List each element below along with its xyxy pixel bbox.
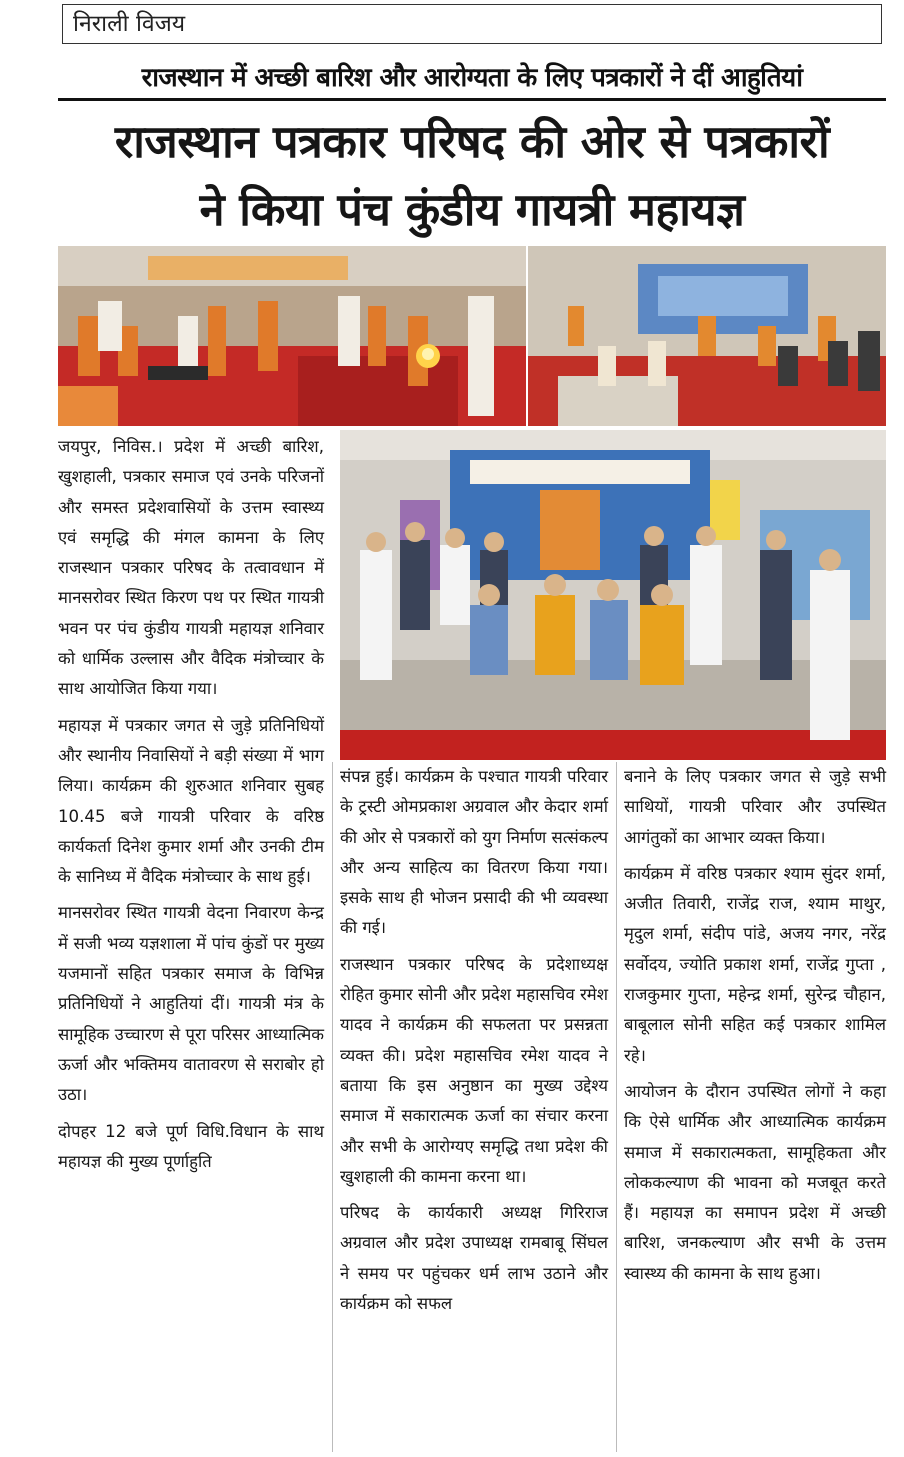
article-paragraph: बनाने के लिए पत्रकार जगत से जुड़े सभी साथियों, गायत्री परिवार और उपस्थित आगंतुकों का आभार व्यक्त किया। xyxy=(624,767,886,847)
article-column-2 xyxy=(340,762,608,1325)
column-divider xyxy=(616,762,617,1452)
kicker-headline: राजस्थान में अच्छी बारिश और आरोग्यता के लिए पत्रकारों ने दीं आहुतियां xyxy=(58,58,886,101)
article-paragraph: जयपुर, निविस.। प्रदेश में अच्छी बारिश, खुशहाली, पत्रकार समाज एवं उनके परिजनों और समस्त प्रदेशवासियों के उत्तम स्वास्थ्य एवं समृद्धि की मंगल कामना के लिए राजस्थान पत्रकार परिषद के तत्वावधान में मानसरोवर स्थित किरण पथ पर स्थित गायत्री भवन पर पंच कुंडीय गायत्री महायज्ञ शनिवार को धार्मिक उल्लास और वैदिक मंत्रोच्चार के साथ आयोजित किया गया। xyxy=(58,437,324,699)
group-photo xyxy=(340,430,886,760)
headline-line-1: राजस्थान पत्रकार परिषद की ओर से पत्रकारों xyxy=(114,115,830,168)
article-paragraph: मानसरोवर स्थित गायत्री वेदना निवारण केन्द्र में सजी भव्य यज्ञशाला में पांच कुंडों पर मुख्य यजमानों सहित पत्रकार समाज के विभिन्न प्रतिनिधियों ने आहुतियां दीं। गायत्री मंत्र के सामूहिक उच्चारण से पूरा परिसर आध्यात्मिक ऊर्जा और भक्तिमय वातावरण से सराबोर हो उठा। xyxy=(58,903,324,1105)
newspaper-masthead: निराली विजय xyxy=(62,4,882,44)
article-paragraph: संपन्न हुई। कार्यक्रम के पश्चात गायत्री परिवार के ट्रस्टी ओमप्रकाश अग्रवाल और केदार शर्मा की ओर से पत्रकारों को युग निर्माण सत्संकल्प और अन्य साहित्य का वितरण किया गया। इसके साथ ही भोजन प्रसादी की भी व्यवस्था की गई। xyxy=(340,767,608,938)
column-divider xyxy=(332,762,333,1452)
yajna-photo-right-image xyxy=(528,246,886,426)
main-headline xyxy=(40,108,904,244)
article-paragraph: परिषद के कार्यकारी अध्यक्ष गिरिराज अग्रवाल और प्रदेश उपाध्यक्ष रामबाबू सिंघल ने समय पर पहुंचकर धर्म लाभ उठाने और कार्यक्रम को सफल xyxy=(340,1203,608,1314)
article-column-1 xyxy=(58,432,324,1183)
article-paragraph: दोपहर 12 बजे पूर्ण विधि.विधान के साथ महायज्ञ की मुख्य पूर्णाहुति xyxy=(58,1121,324,1171)
article-column-3 xyxy=(624,762,886,1295)
yajna-photo-right xyxy=(528,246,886,426)
yajna-photo-left-image xyxy=(58,246,526,426)
article-paragraph: आयोजन के दौरान उपस्थित लोगों ने कहा कि ऐसे धार्मिक और आध्यात्मिक कार्यक्रम समाज में सकारात्मकता, सामूहिकता और लोककल्याण की भावना को मजबूत करते हैं। महायज्ञ का समापन प्रदेश में अच्छी बारिश, जनकल्याण और सभी के उत्तम स्वास्थ्य की कामना के साथ हुआ। xyxy=(624,1081,886,1283)
article-paragraph: राजस्थान पत्रकार परिषद के प्रदेशाध्यक्ष रोहित कुमार सोनी और प्रदेश महासचिव रमेश यादव ने कार्यक्रम की सफलता पर प्रसन्नता व्यक्त की। प्रदेश महासचिव रमेश यादव ने बताया कि इस अनुष्ठान का मुख्य उद्देश्य समाज में सकारात्मक ऊर्जा का संचार करना और सभी के आरोग्यए समृद्धि तथा प्रदेश की खुशहाली की कामना करना था। xyxy=(340,954,608,1186)
group-photo-image xyxy=(340,430,886,760)
article-paragraph: महायज्ञ में पत्रकार जगत से जुड़े प्रतिनिधियों और स्थानीय निवासियों ने बड़ी संख्या में भाग लिया। कार्यक्रम की शुरुआत शनिवार सुबह 10.45 बजे गायत्री परिवार के वरिष्ठ कार्यकर्ता दिनेश कुमार शर्मा और उनकी टीम के सानिध्य में वैदिक मंत्रोच्चार के साथ हुई। xyxy=(58,715,324,887)
yajna-photo-left xyxy=(58,246,526,426)
article-paragraph: कार्यक्रम में वरिष्ठ पत्रकार श्याम सुंदर शर्मा, अजीत तिवारी, राजेंद्र राज, श्याम माथुर, मृदुल शर्मा, संदीप पांडे, अजय नगर, नरेंद्र सर्वोदय, ज्योति प्रकाश शर्मा, राजेंद्र गुप्ता , राजकुमार गुप्ता, महेन्द्र शर्मा, सुरेन्द्र चौहान, बाबूलाल सोनी सहित कई पत्रकार शामिल रहे। xyxy=(624,863,886,1065)
headline-line-2: ने किया पंच कुंडीय गायत्री महायज्ञ xyxy=(199,183,745,236)
